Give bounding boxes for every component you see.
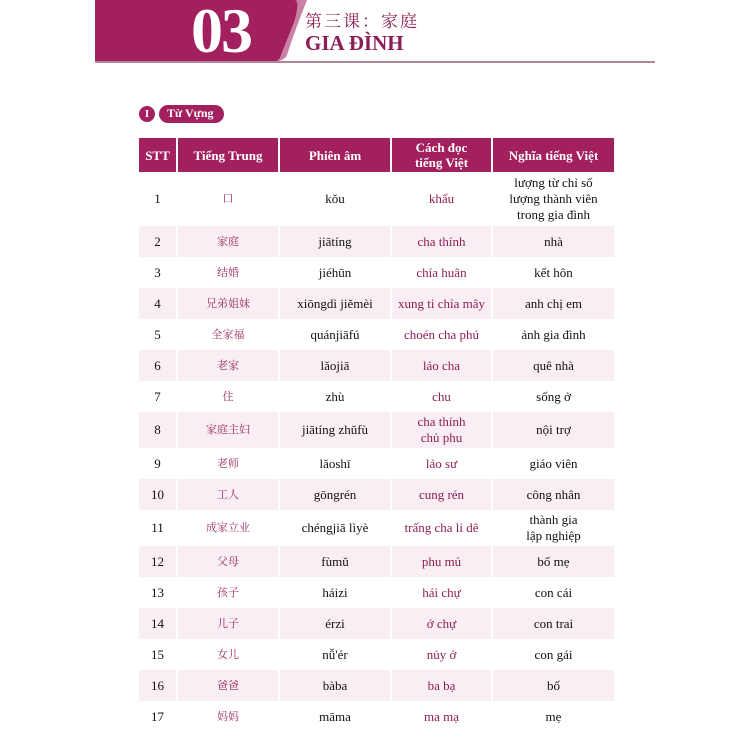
table-row <box>139 701 614 732</box>
meaning: con cái <box>534 584 573 600</box>
vietnamese-reading: nủy ớ <box>391 639 492 670</box>
chinese-word: 儿子 <box>177 608 279 639</box>
chinese-word: 全家福 <box>177 319 279 350</box>
meaning: bố <box>492 670 614 701</box>
row-number: 10 <box>139 479 177 510</box>
vietnamese-reading: ớ chự <box>391 608 492 639</box>
chinese-word: 老家 <box>177 350 279 381</box>
vocabulary-table <box>139 138 614 732</box>
pinyin: nǚ'ér <box>279 639 391 670</box>
header-stt: STT <box>139 138 177 172</box>
vietnamese-reading: cha thính <box>391 226 492 257</box>
meaning: công nhân <box>492 479 614 510</box>
row-number: 9 <box>139 448 177 479</box>
meaning: sống ở <box>536 388 571 404</box>
meaning: anh chị em <box>492 288 614 319</box>
table-row <box>139 381 614 412</box>
vietnamese-reading: ba bạ <box>391 670 492 701</box>
vietnamese-reading: lảo cha <box>391 350 492 381</box>
chinese-word: 家庭 <box>177 226 279 257</box>
chinese-word: 孩子 <box>177 577 279 608</box>
pinyin: zhù <box>279 381 391 412</box>
row-number: 12 <box>139 546 177 577</box>
vietnamese-reading: lảo sư <box>391 448 492 479</box>
pinyin: érzi <box>279 608 391 639</box>
chinese-word: 妈妈 <box>177 701 279 732</box>
row-number: 16 <box>139 670 177 701</box>
meaning: ảnh gia đình <box>521 326 586 342</box>
pinyin: māma <box>279 701 391 732</box>
meaning: lượng từ chỉ số lượng thành viên trong gia đình <box>509 175 598 222</box>
row-number: 15 <box>139 639 177 670</box>
table-row <box>139 319 614 350</box>
chinese-word: 结婚 <box>177 257 279 288</box>
table-row <box>139 639 614 670</box>
table-row <box>139 350 614 381</box>
meaning: quê nhà <box>492 350 614 381</box>
section-number: I <box>139 106 155 122</box>
pinyin: lǎojiā <box>279 350 391 381</box>
row-number: 6 <box>139 350 177 381</box>
meaning: thành gia lập nghiệp <box>526 512 581 543</box>
chinese-word: 口 <box>177 172 279 226</box>
table-row <box>139 608 614 639</box>
meaning: kết hôn <box>534 264 573 280</box>
pinyin: chéngjiā lìyè <box>279 510 391 546</box>
chinese-word: 爸爸 <box>177 670 279 701</box>
vietnamese-reading: phu mủ <box>391 546 492 577</box>
vietnamese-reading: trấng cha li dê <box>391 510 492 546</box>
lesson-number: 03 <box>191 0 251 66</box>
row-number: 4 <box>139 288 177 319</box>
chinese-word: 父母 <box>177 546 279 577</box>
table-row <box>139 670 614 701</box>
lesson-title-vietnamese: GIA ĐÌNH <box>305 31 404 55</box>
row-number: 11 <box>139 510 177 546</box>
vietnamese-reading: xung ti chỉa mây <box>391 288 492 319</box>
row-number: 5 <box>139 319 177 350</box>
pinyin: jiātíng zhǔfù <box>279 412 391 448</box>
table-row <box>139 479 614 510</box>
vietnamese-reading: khẩu <box>391 172 492 226</box>
pinyin: háizi <box>279 577 391 608</box>
pinyin: kǒu <box>279 172 391 226</box>
meaning: nội trợ <box>492 412 614 448</box>
meaning: con trai <box>492 608 614 639</box>
vietnamese-reading: choén cha phú <box>391 319 492 350</box>
row-number: 2 <box>139 226 177 257</box>
pinyin: gōngrén <box>279 479 391 510</box>
header-pinyin: Phiên âm <box>279 138 391 172</box>
pinyin: fùmǔ <box>279 546 391 577</box>
table-header-row <box>139 138 614 172</box>
chinese-word: 家庭主妇 <box>177 412 279 448</box>
chinese-word: 工人 <box>177 479 279 510</box>
pinyin: jiéhūn <box>279 257 391 288</box>
row-number: 14 <box>139 608 177 639</box>
pinyin: lǎoshī <box>279 448 391 479</box>
table-row <box>139 172 614 226</box>
vietnamese-reading: hái chự <box>391 577 492 608</box>
table-row <box>139 448 614 479</box>
table-row <box>139 288 614 319</box>
pinyin: xiōngdì jiěmèi <box>279 288 391 319</box>
header-meaning: Nghĩa tiếng Việt <box>492 138 614 172</box>
table-row <box>139 412 614 448</box>
meaning: bố mẹ <box>492 546 614 577</box>
chinese-word: 住 <box>177 381 279 412</box>
row-number: 8 <box>139 412 177 448</box>
header-chinese: Tiếng Trung <box>177 138 279 172</box>
meaning: mẹ <box>545 708 562 724</box>
table-row <box>139 577 614 608</box>
vietnamese-reading: ma mạ <box>391 701 492 732</box>
row-number: 13 <box>139 577 177 608</box>
section-title: Từ Vựng <box>159 105 224 123</box>
vietnamese-reading: cung rén <box>391 479 492 510</box>
vietnamese-reading: cha thính chủ phu <box>391 412 492 448</box>
meaning: nhà <box>492 226 614 257</box>
table-row <box>139 510 614 546</box>
row-number: 1 <box>139 172 177 226</box>
meaning: con gái <box>534 646 573 662</box>
table-row <box>139 257 614 288</box>
row-number: 7 <box>139 381 177 412</box>
meaning: giáo viên <box>529 455 578 471</box>
chinese-word: 老师 <box>177 448 279 479</box>
row-number: 17 <box>139 701 177 732</box>
header-reading: Cách đọc tiếng Việt <box>391 138 492 172</box>
lesson-title-chinese: 第三课：家庭 <box>305 12 419 32</box>
pinyin: jiātíng <box>279 226 391 257</box>
pinyin: quánjiāfú <box>279 319 391 350</box>
vietnamese-reading: chu <box>391 381 492 412</box>
pinyin: bàba <box>279 670 391 701</box>
chinese-word: 女儿 <box>177 639 279 670</box>
table-row <box>139 546 614 577</box>
row-number: 3 <box>139 257 177 288</box>
table-row <box>139 226 614 257</box>
vietnamese-reading: chía huân <box>391 257 492 288</box>
section-heading <box>139 105 224 123</box>
chinese-word: 兄弟姐妹 <box>177 288 279 319</box>
chinese-word: 成家立业 <box>177 510 279 546</box>
